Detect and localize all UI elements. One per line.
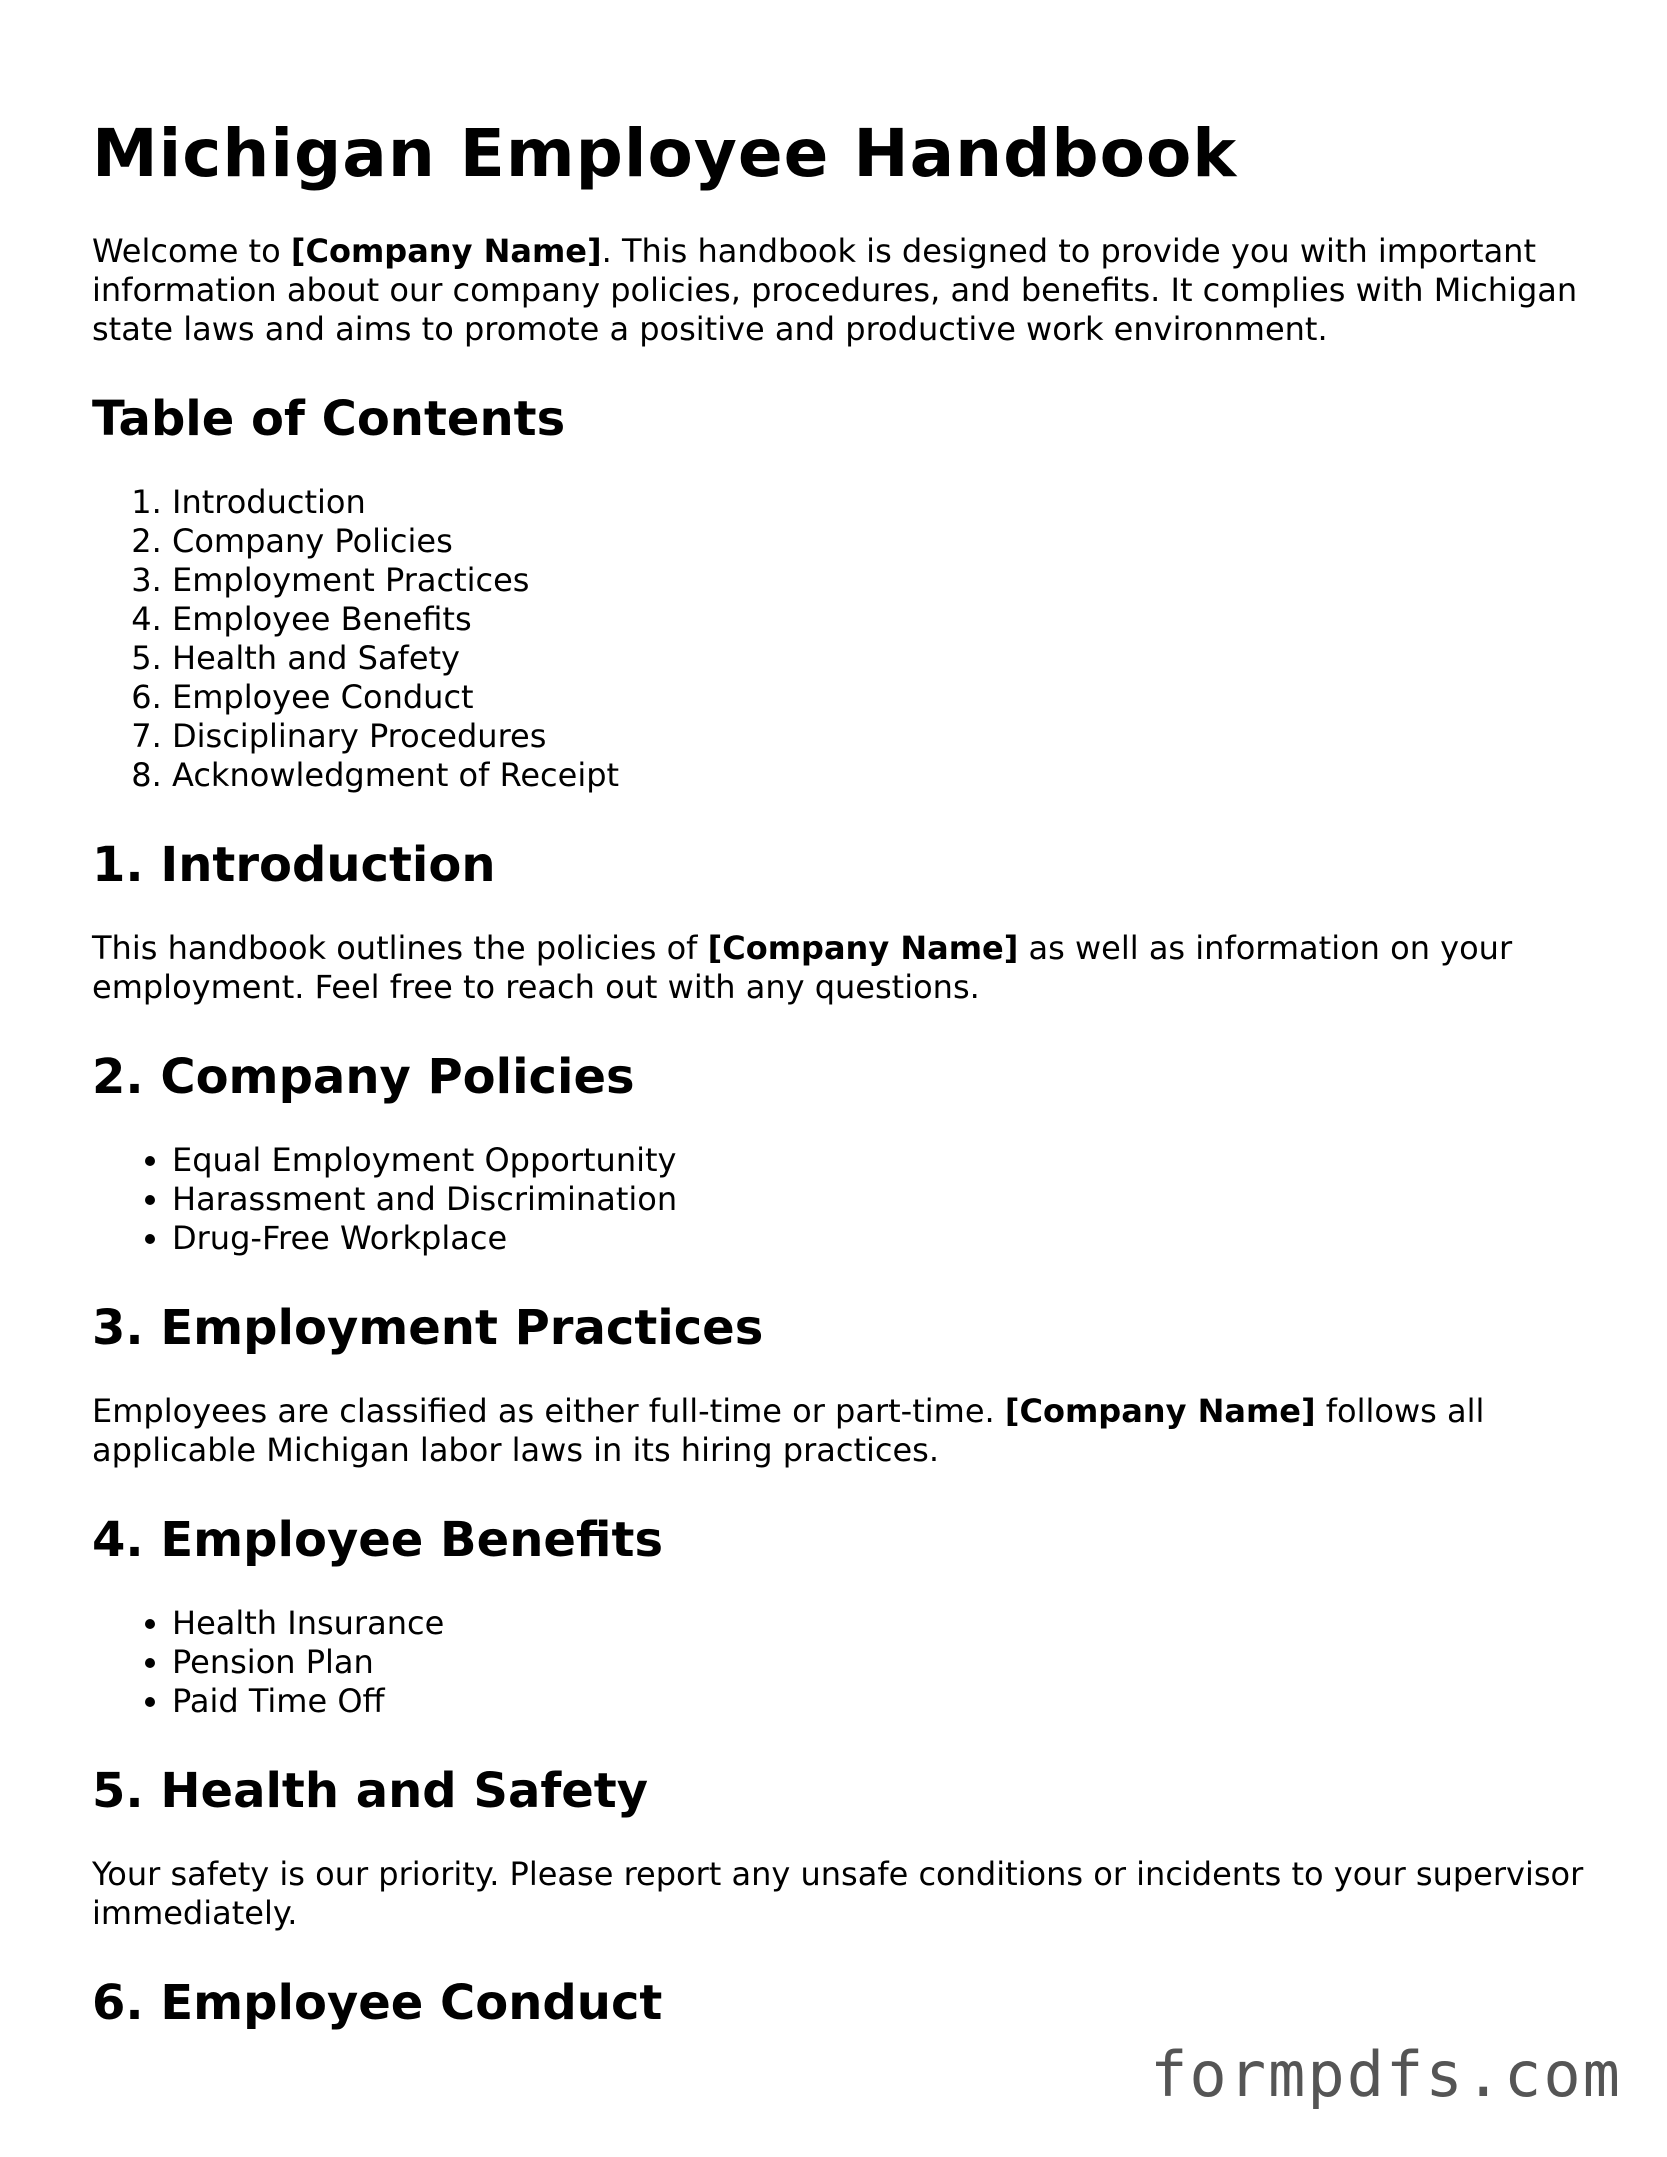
list-item: • Health Insurance [172, 1604, 1592, 1643]
introduction-paragraph: This handbook outlines the policies of [Company Name] as well as information on your employment. Feel free to reach out with any questions. [92, 929, 1513, 1006]
practices-heading: 3. Employment Practices [92, 1300, 764, 1356]
toc-item: 1. Introduction [172, 483, 1592, 522]
toc-item: 8. Acknowledgment of Receipt [172, 756, 1592, 795]
safety-heading: 5. Health and Safety [92, 1763, 649, 1819]
toc-item: 4. Employee Benefits [172, 600, 1592, 639]
policies-heading: 2. Company Policies [92, 1049, 635, 1105]
toc-item: 6. Employee Conduct [172, 678, 1592, 717]
document-page [92, 112, 1592, 2067]
conduct-heading: 6. Employee Conduct [92, 1975, 663, 2031]
intro-paragraph: Welcome to [Company Name]. This handbook is designed to provide you with important information about our company policies, procedures, and benefits. It complies with Michigan state laws and aims to promote a positive and productive work environment. [92, 232, 1578, 348]
watermark-text: formpdfs.com [1150, 2038, 1622, 2111]
toc-item: 5. Health and Safety [172, 639, 1592, 678]
toc-item: 7. Disciplinary Procedures [172, 717, 1592, 756]
list-item: • Paid Time Off [172, 1682, 1592, 1721]
list-item: • Equal Employment Opportunity [172, 1141, 1592, 1180]
introduction-heading: 1. Introduction [92, 837, 496, 893]
safety-paragraph: Your safety is our priority. Please report any unsafe conditions or incidents to your supervisor immediately. [92, 1855, 1584, 1932]
list-item: • Pension Plan [172, 1643, 1592, 1682]
list-item: • Harassment and Discrimination [172, 1180, 1592, 1219]
toc-list [92, 483, 1592, 795]
company-name-placeholder: [Company Name] [1004, 1392, 1316, 1430]
document-title: Michigan Employee Handbook [92, 115, 1238, 192]
toc-item: 2. Company Policies [172, 522, 1592, 561]
toc-item: 3. Employment Practices [172, 561, 1592, 600]
list-item: • Drug-Free Workplace [172, 1219, 1592, 1258]
benefits-list [92, 1604, 1592, 1721]
company-name-placeholder: [Company Name] [707, 929, 1019, 967]
benefits-heading: 4. Employee Benefits [92, 1512, 664, 1568]
toc-heading: Table of Contents [92, 391, 566, 447]
practices-paragraph: Employees are classified as either full-time or part-time. [Company Name] follows all applicable Michigan labor laws in its hiring practices. [92, 1392, 1485, 1469]
policies-list [92, 1141, 1592, 1258]
company-name-placeholder: [Company Name] [290, 232, 602, 270]
